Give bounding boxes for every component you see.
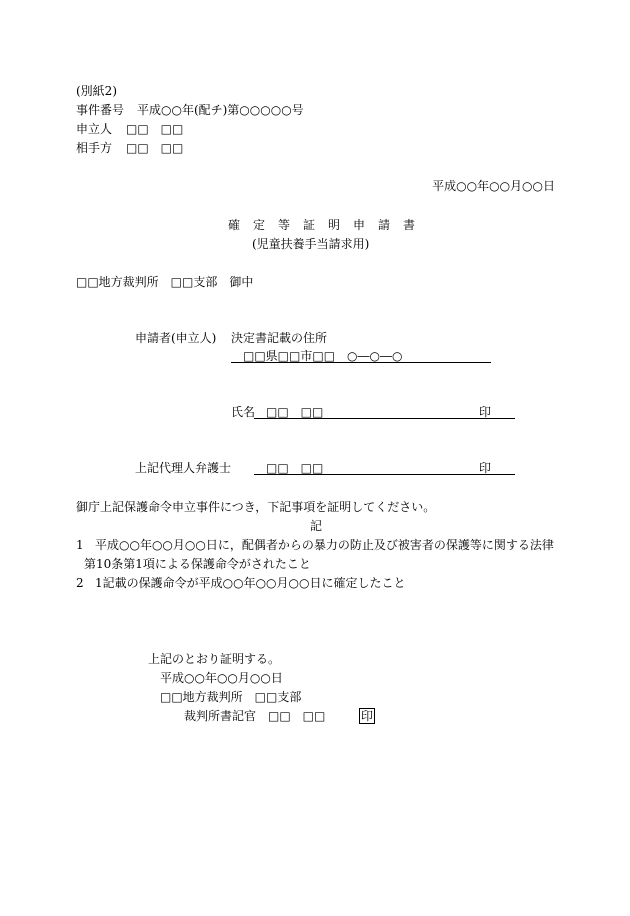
addressee: □□地方裁判所 □□支部 御中 bbox=[76, 275, 254, 289]
attorney-seal-mark: 印 bbox=[479, 461, 492, 475]
respondent-name: □□ □□ bbox=[126, 141, 184, 155]
item-1-line1: 平成○○年○○月○○日に，配偶者からの暴力の防止及び被害者の保護等に関する法律 bbox=[95, 538, 554, 552]
respondent-label: 相手方 bbox=[76, 141, 113, 155]
case-number-label: 事件番号 bbox=[76, 103, 125, 117]
name-underline bbox=[254, 418, 515, 419]
case-number-value: 平成○○年(配チ)第○○○○○号 bbox=[137, 103, 304, 117]
applicant-name: □□ □□ bbox=[266, 405, 324, 419]
certification-date: 平成○○年○○月○○日 bbox=[160, 671, 283, 685]
attorney-name: □□ □□ bbox=[266, 461, 324, 475]
clerk-name: □□ □□ bbox=[268, 709, 326, 723]
address-value: □□県□□市□□ ○―○―○ bbox=[243, 349, 403, 363]
petitioner-label: 申立人 bbox=[76, 122, 113, 136]
item-2-number: 2 bbox=[76, 576, 84, 590]
ki-heading: 記 bbox=[310, 519, 323, 533]
item-1-line2: 第10条第1項による保護命令がされたこと bbox=[84, 557, 311, 571]
address-underline bbox=[231, 362, 491, 363]
document-title: 確定等証明申請書 bbox=[228, 218, 429, 232]
certification-court: □□地方裁判所 □□支部 bbox=[160, 690, 302, 704]
attorney-label: 上記代理人弁護士 bbox=[135, 461, 232, 475]
request-text: 御庁上記保護命令申立事件につき，下記事項を証明してください。 bbox=[76, 500, 436, 514]
certification-statement: 上記のとおり証明する。 bbox=[148, 652, 281, 666]
attorney-underline bbox=[254, 474, 515, 475]
document-subtitle: (児童扶養手当請求用) bbox=[252, 237, 370, 251]
item-1-number: 1 bbox=[76, 538, 84, 552]
applicant-label: 申請者(申立人) bbox=[135, 331, 217, 345]
address-label: 決定書記載の住所 bbox=[231, 331, 328, 345]
application-date: 平成○○年○○月○○日 bbox=[432, 179, 555, 193]
clerk-label: 裁判所書記官 bbox=[184, 709, 257, 723]
name-label: 氏名 bbox=[231, 405, 256, 419]
item-2-line1: 1記載の保護命令が平成○○年○○月○○日に確定したこと bbox=[95, 576, 406, 590]
applicant-seal-mark: 印 bbox=[479, 405, 492, 419]
clerk-seal-stamp: 印 bbox=[360, 709, 373, 723]
petitioner-name: □□ □□ bbox=[126, 122, 184, 136]
attachment-label: (別紙2) bbox=[76, 84, 117, 98]
